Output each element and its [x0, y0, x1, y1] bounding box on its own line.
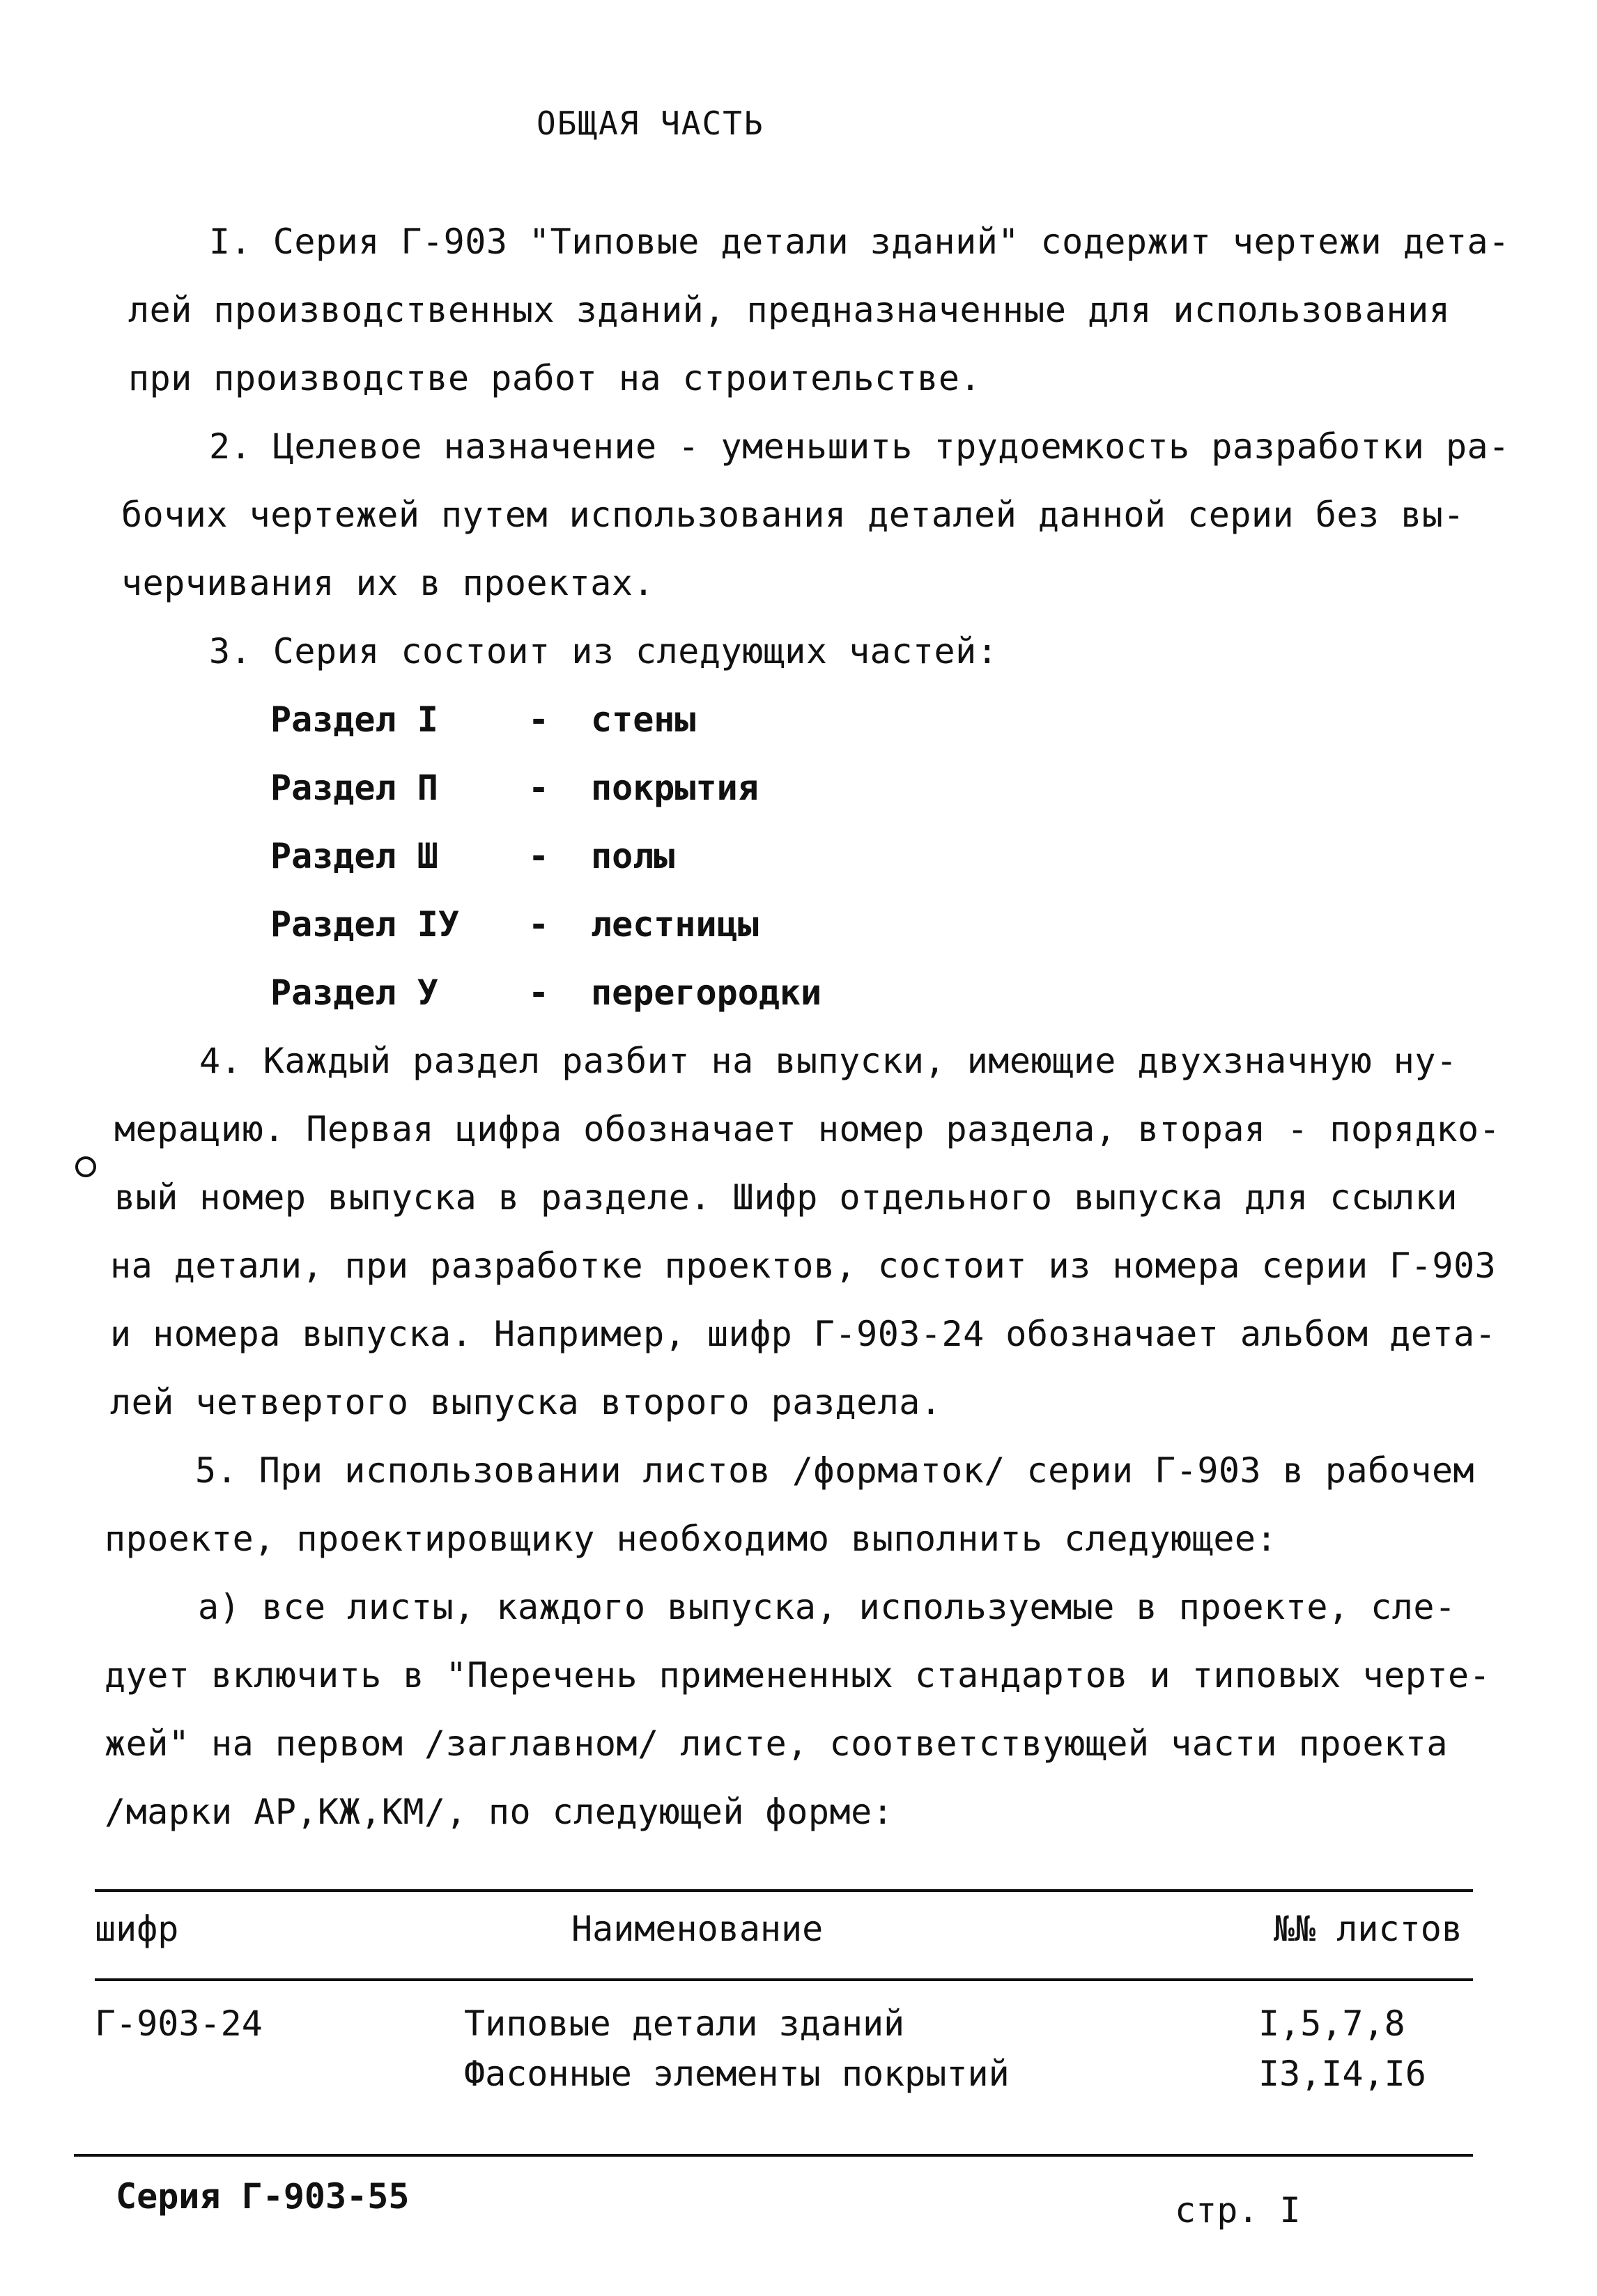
table-cell-name-line-1: Типовые детали зданий: [464, 2003, 905, 2044]
section-name: Раздел IУ: [270, 904, 459, 945]
section-dash: -: [528, 972, 550, 1013]
page-title: ОБЩАЯ ЧАСТЬ: [537, 104, 764, 142]
section-name: Раздел У: [270, 972, 438, 1013]
p4-line-1: 4. Каждый раздел разбит на выпуски, имеющие двухзначную ну-: [199, 1041, 1458, 1081]
section-dash: -: [528, 904, 550, 945]
table-top-rule: [95, 1889, 1473, 1892]
table-header-code: шифр: [95, 1909, 179, 1949]
p5-line-2: проекте, проектировщику необходимо выполнить следующее:: [105, 1519, 1278, 1559]
p2-line-1: 2. Целевое назначение - уменьшить трудоемкость разработки ра-: [209, 426, 1510, 467]
table-cell-name-line-2: Фасонные элементы покрытий: [464, 2054, 1010, 2094]
section-name: Раздел I: [270, 699, 438, 740]
punch-hole-mark: [75, 1156, 96, 1177]
section-value: перегородки: [591, 972, 822, 1013]
p2-line-2: бочих чертежей путем использования деталей данной серии без вы-: [121, 495, 1465, 535]
p4-line-5: и номера выпуска. Например, шифр Г-903-24 обозначает альбом дета-: [110, 1314, 1497, 1354]
pa-line-2: дует включить в "Перечень примененных стандартов и типовых черте-: [105, 1655, 1491, 1696]
pa-line-3: жей" на первом /заглавном/ листе, соответствующей части проекта: [105, 1723, 1448, 1764]
pa-line-4: /марки АР,КЖ,КМ/, по следующей форме:: [105, 1792, 894, 1832]
footer-rule: [74, 2154, 1473, 2157]
p5-line-1: 5. При использовании листов /форматок/ серии Г-903 в рабочем: [195, 1450, 1475, 1491]
section-value: покрытия: [591, 768, 759, 808]
section-value: полы: [591, 836, 675, 876]
table-header-sheets: №№ листов: [1274, 1909, 1463, 1949]
p4-line-6: лей четвертого выпуска второго раздела.: [110, 1382, 942, 1422]
section-dash: -: [528, 699, 550, 740]
section-value: стены: [591, 699, 696, 740]
table-header-name: Наименование: [571, 1909, 824, 1949]
table-cell-sheets-line-2: I3,I4,I6: [1258, 2054, 1426, 2094]
p4-line-3: вый номер выпуска в разделе. Шифр отдельного выпуска для ссылки: [114, 1177, 1458, 1218]
footer-series: Серия Г-903-55: [116, 2176, 410, 2217]
p4-line-4: на детали, при разработке проектов, состоит из номера серии Г-903: [110, 1246, 1497, 1286]
section-dash: -: [528, 768, 550, 808]
p4-line-2: мерацию. Первая цифра обозначает номер раздела, вторая - порядко-: [114, 1109, 1501, 1149]
section-value: лестницы: [591, 904, 759, 945]
section-dash: -: [528, 836, 550, 876]
p1-line-3: при производстве работ на строительстве.: [128, 358, 982, 398]
p1-line-1: I. Серия Г-903 "Типовые детали зданий" содержит чертежи дета-: [209, 222, 1510, 262]
section-name: Раздел П: [270, 768, 438, 808]
p1-line-2: лей производственных зданий, предназначенные для использования: [128, 290, 1451, 330]
page-number: стр. I: [1175, 2190, 1301, 2231]
table-cell-code: Г-903-24: [95, 2003, 263, 2044]
table-cell-sheets-line-1: I,5,7,8: [1258, 2003, 1405, 2044]
section-name: Раздел Ш: [270, 836, 438, 876]
p3-line: 3. Серия состоит из следующих частей:: [209, 631, 998, 672]
p2-line-3: черчивания их в проектах.: [121, 563, 655, 603]
table-header-rule: [95, 1978, 1473, 1981]
pa-line-1: а) все листы, каждого выпуска, используемые в проекте, сле-: [198, 1587, 1456, 1627]
